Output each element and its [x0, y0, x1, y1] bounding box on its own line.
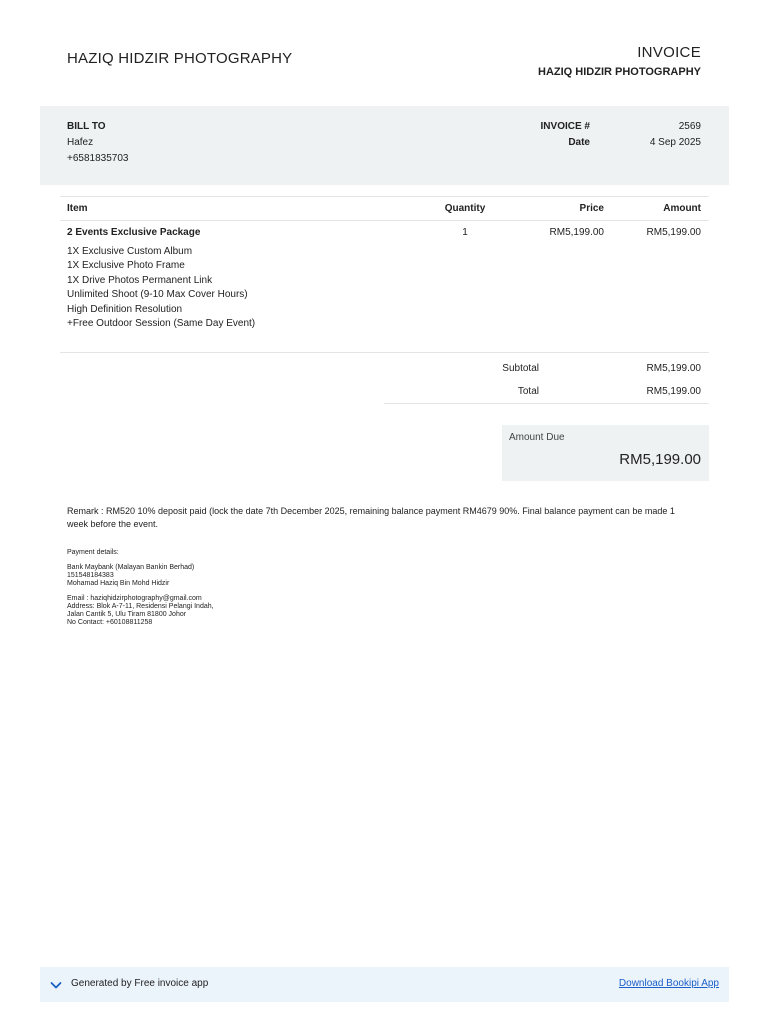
- header-quantity: Quantity: [444, 203, 486, 214]
- amount-due-value: RM5,199.00: [619, 451, 701, 468]
- item-description-line: 1X Exclusive Custom Album: [67, 246, 193, 257]
- chevron-down-icon[interactable]: [49, 978, 63, 992]
- business-name: HAZIQ HIDZIR PHOTOGRAPHY: [67, 50, 293, 67]
- invoice-meta: [480, 119, 701, 151]
- payment-address-line: Jalan Cantik 5, Ulu Tiram 81800 Johor: [67, 611, 187, 618]
- items-table: [60, 196, 709, 353]
- header-item: Item: [67, 203, 88, 214]
- total-row: [384, 380, 709, 404]
- item-description-line: 1X Drive Photos Permanent Link: [67, 274, 213, 286]
- client-phone: +6581835703: [67, 153, 129, 164]
- total-value: RM5,199.00: [646, 386, 701, 397]
- payment-details: [67, 549, 214, 627]
- item-cell: [60, 226, 400, 331]
- header-price: Price: [579, 203, 604, 214]
- items-table-header: [60, 196, 709, 221]
- payment-address-line: Address: Blok A-7-11, Residensi Pelangi Indah,: [67, 603, 214, 610]
- payment-bank: Bank Maybank (Malayan Bankin Berhad): [67, 564, 195, 571]
- item-price: RM5,199.00: [549, 227, 604, 238]
- invoice-date: 4 Sep 2025: [649, 137, 701, 148]
- bill-panel: [40, 106, 729, 185]
- amount-due-label: Amount Due: [509, 432, 565, 443]
- item-description-line: High Definition Resolution: [67, 303, 183, 315]
- invoice-company-name: HAZIQ HIDZIR PHOTOGRAPHY: [538, 66, 701, 78]
- generated-by-text: Generated by Free invoice app: [71, 978, 209, 989]
- payment-contact: No Contact: +60108811258: [67, 619, 153, 626]
- item-description-line: Unlimited Shoot (9-10 Max Cover Hours): [67, 289, 248, 301]
- subtotal-row: [384, 357, 709, 380]
- payment-account: 151548184383: [67, 572, 114, 579]
- amount-due-box: [502, 425, 709, 481]
- item-quantity: 1: [462, 227, 468, 238]
- total-label: Total: [517, 386, 539, 397]
- item-description: [67, 245, 400, 331]
- download-app-link[interactable]: Download Bookipi App: [618, 978, 719, 989]
- invoice-heading: [538, 44, 701, 78]
- invoice-title: INVOICE: [637, 44, 701, 61]
- subtotal-value: RM5,199.00: [646, 363, 701, 374]
- subtotal-label: Subtotal: [502, 363, 539, 374]
- item-name: 2 Events Exclusive Package: [67, 227, 201, 238]
- invoice-date-row: [480, 135, 701, 151]
- invoice-number: 2569: [678, 121, 701, 132]
- bill-to-label: BILL TO: [67, 121, 106, 132]
- bill-to-block: [67, 119, 128, 167]
- remark-text: Remark : RM520 10% deposit paid (lock the date 7th December 2025, remaining balance payment RM4679 90%. Final balance payment can be made 1 week before the event.: [67, 506, 675, 529]
- payment-title: Payment details:: [67, 549, 119, 556]
- client-name: Hafez: [67, 137, 94, 148]
- table-row: [60, 221, 709, 353]
- invoice-number-row: [480, 119, 701, 135]
- payment-holder: Mohamad Haziq Bin Mohd Hidzir: [67, 580, 170, 587]
- header-amount: Amount: [663, 203, 701, 214]
- item-amount: RM5,199.00: [646, 227, 701, 238]
- invoice-number-label: INVOICE #: [540, 121, 590, 132]
- item-description-line: +Free Outdoor Session (Same Day Event): [67, 318, 256, 330]
- item-description-line: 1X Exclusive Photo Frame: [67, 260, 185, 272]
- footer-bar: [40, 967, 729, 1002]
- totals-block: [384, 357, 709, 404]
- payment-email: Email : haziqhidzirphotography@gmail.com: [67, 595, 202, 602]
- invoice-date-label: Date: [568, 137, 590, 148]
